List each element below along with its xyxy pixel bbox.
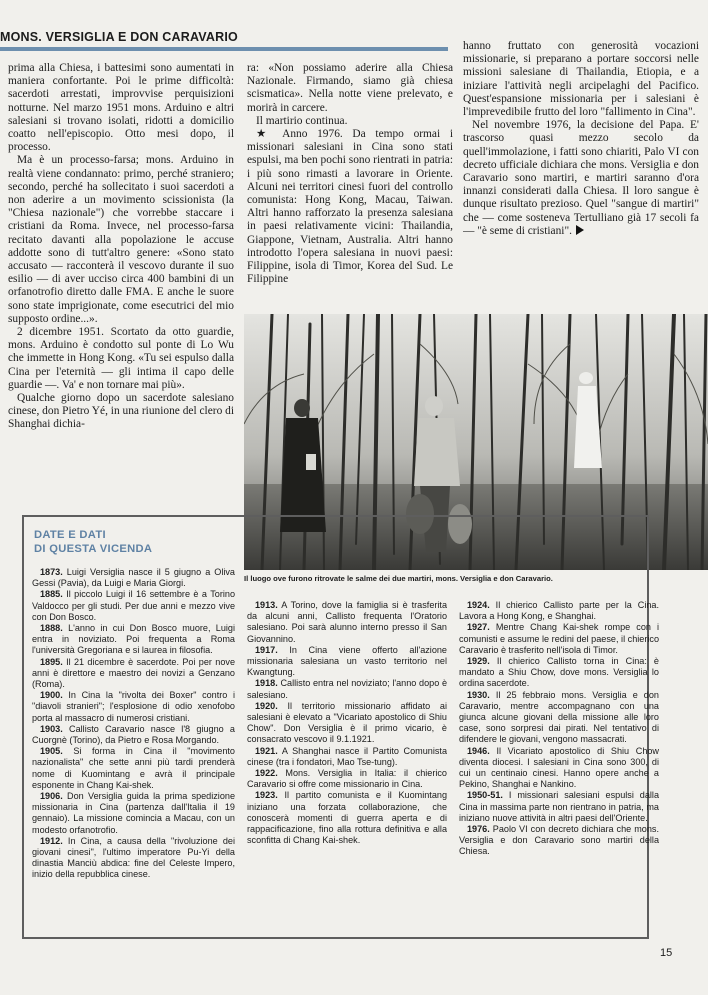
timeline-year: 1885. [40, 589, 63, 600]
timeline-text: Si forma in Cina il "movimento nazionalista" che sette anni più tardi prenderà nome di Kuomintang e avrà il principale esponente in Chang Kai-shek. [32, 746, 235, 790]
timeline-text: In Cina, a causa della "rivoluzione dei giovani cinesi", l'ultimo imperatore Pu-Yi della dinastia Manciù abdica: fine del Celeste Impero, inizio della repubblica cinese. [32, 835, 235, 880]
timeline-text: Il 21 dicembre è sacerdote. Poi per nove anni è direttore e maestro dei novizi a Genzano (Roma). [32, 656, 235, 690]
article-paragraph: Il martirio continua. [256, 114, 348, 127]
timeline-entry [32, 657, 235, 691]
timeline-entry [459, 746, 659, 791]
timeline-text: Mentre Chang Kai-shek rompe con i comunisti e assume le redini del paese, il chierico Caravario è trasferito nell'isola di Timor. [459, 622, 659, 655]
timeline-year: 1921. [255, 745, 278, 756]
timeline-year: 1946. [467, 745, 490, 756]
timeline-year: 1918. [255, 678, 278, 689]
timeline-entry [32, 589, 235, 623]
timeline-year: 1906. [40, 791, 63, 802]
timeline-entry [247, 746, 447, 768]
article-column-1 [8, 62, 234, 502]
article-paragraph: Ma è un processo-farsa; mons. Arduino in realtà viene condannato: primo, perché straniero; secondo, perché ha sollecitato i suoi sacerdoti a non aderire a un movimento scissionista (la "Chiesa nazionale") che vorrebbe staccare i cristiani da Roma. Invece, nel processo-farsa recitato davanti alla popolazione le accuse addotte sono di tutt'altro genere: «Sono stato accusato — racconterà il vescovo durante il suo esilio — di aver ucciso circa 400 bambini di un orfanotrofio diretto dalle FMA. E anche le suore sono state imprigionate, come esecutrici del mio supposto ordine...». [8, 154, 234, 325]
timeline-entry [32, 746, 235, 791]
timeline-entry [247, 790, 447, 846]
timeline-text: A Shanghai nasce il Partito Comunista cinese (tra i fondatori, Mao Tse-tung). [247, 745, 447, 767]
timeline-year: 1903. [40, 723, 63, 734]
timeline-entry [32, 836, 235, 881]
timeline-text: Il 25 febbraio mons. Versiglia e don Caravario, mentre accompagnano con una giunca alcune giovani della missione alle loro case, sono sorpresi dai pirati. Nel tentativo di difendere le giovani, vengono massacrati. [459, 689, 659, 745]
article-paragraph-text: Nel novembre 1976, la decisione del Papa. E' trascorso quasi mezzo secolo da quell'immolazione, i fatti sono chiariti, Palo VI con decreto ufficiale dichiara che mons. Versiglia e don Caravario sono martiri, e martiri saranno d'ora innanzi considerati dalla Chiesa. Il loro sangue è dunque risultato prezioso. Quel "sangue di martiri" che — come sosteneva Tertulliano già 17 secoli fa — "è seme di cristiani". [463, 119, 699, 237]
timeline-entry [247, 600, 447, 645]
timeline-entry [32, 724, 235, 746]
timeline-entry [459, 690, 659, 746]
timeline-entry [32, 623, 235, 657]
timeline-year: 1895. [40, 656, 63, 667]
timeline-year: 1927. [467, 622, 490, 633]
timeline-text: In Cina la "rivolta dei Boxer" contro i "diavoli stranieri"; l'esplosione di odio xenofobo porta al massacro di numerosi cristiani. [32, 690, 235, 723]
timeline-text: Callisto Caravario nasce l'8 giugno a Cuorgnè (Torino), da Pietro e Rosa Morgando. [32, 723, 235, 746]
timeline-text: Il chierico Callisto torna in Cina: è mandato a Shiu Chow, dove mons. Versiglia lo ordina sacerdote. [459, 656, 659, 689]
timeline-text: In Cina viene offerto all'azione missionaria salesiana un vasto territorio nel Kwangtung. [247, 644, 447, 678]
timeline-heading-line: DATE E DATI [34, 529, 106, 541]
timeline-entry [459, 656, 659, 690]
timeline-year: 1888. [40, 623, 63, 634]
article-column-2 [247, 62, 453, 310]
timeline-year: 1923. [255, 790, 278, 801]
page-number: 15 [660, 947, 673, 959]
timeline-year: 1920. [255, 700, 278, 711]
timeline-text: I missionari salesiani espulsi dalla Cina in massima parte non rientrano in patria, ma iniziano nuove attività in altri paesi dell'Oriente. [459, 790, 659, 823]
timeline-text: Don Versiglia guida la prima spedizione missionaria in Cina (partenza dall'Italia il 19 gennaio). La missione comincia a Macau, con un modesto orfanotrofio. [32, 791, 235, 835]
timeline-text: Mons. Versiglia in Italia: il chierico Caravario si offre come missionario in Cina. [247, 768, 447, 790]
timeline-heading [34, 528, 234, 556]
timeline-text: Il piccolo Luigi il 16 settembre è a Torino Valdocco per gli studi. Per due anni e mezzo vive con Don Bosco. [32, 589, 235, 622]
timeline-entry [247, 645, 447, 679]
timeline-year: 1913. [255, 600, 278, 610]
timeline-entry [32, 791, 235, 836]
timeline-year: 1930. [467, 689, 490, 700]
timeline-entry [459, 824, 659, 858]
timeline-text: Il chierico Callisto parte per la Cina. Lavora a Hong Kong, e Shanghai. [459, 600, 659, 622]
running-title: MONS. VERSIGLIA E DON CARAVARIO [0, 30, 238, 44]
timeline-text: Paolo VI con decreto dichiara che mons. Versiglia e don Caravario sono martiri della Chiesa. [459, 824, 659, 857]
timeline-year: 1912. [40, 835, 63, 846]
article-paragraph: prima alla Chiesa, i battesimi sono aumentati in maniera confortante. Poi le prime difficoltà: sacerdoti arrestati, improvvise perquisizioni notturne. Nel marzo 1951 mons. Arduino e altri salesiani si trovano isolati, ridotti a domicilio coatto nell'episcopio. Otto mesi dopo, il processo. [8, 62, 234, 154]
continue-arrow-icon [576, 225, 584, 235]
photo-caption: Il luogo ove furono ritrovate le salme dei due martiri, mons. Versiglia e don Caravario. [244, 574, 553, 583]
timeline-column-3 [459, 600, 659, 927]
timeline-entry [32, 690, 235, 724]
article-paragraph [463, 119, 699, 238]
timeline-year: 1900. [40, 690, 63, 701]
article-paragraph: ★ Anno 1976. Da tempo ormai i missionari salesiani in Cina sono stati espulsi, ma ben pochi sono rientrati in patria: i più sono rimasti a lavorare in Oriente. Alcuni nei territori cinesi fuori del controllo comunista: Hong Kong, Macau, Taiwan. Altri hanno rafforzato la presenza salesiana in paesi relativamente vicini: Thailandia, Giappone, Vietnam, Australia. Altri hanno introdotto l'opera salesiana in nuovi paesi: Filippine, isola di Timor, Korea del Sud. Le Filippine [247, 128, 453, 286]
timeline-column-2 [247, 600, 447, 927]
timeline-year: 1929. [467, 656, 490, 667]
article-paragraph: ra: «Non possiamo aderire alla Chiesa Nazionale. Firmando, siamo già chiesa scismatica». Nella notte viene prelevato, e morirà in carcere. [247, 62, 453, 114]
timeline-year: 1873. [40, 567, 63, 577]
timeline-entry [459, 790, 659, 824]
timeline-year: 1905. [40, 746, 63, 757]
timeline-text: Il partito comunista e il Kuomintang iniziano una forzata collaborazione, che conoscerà momenti di guerra aperta e di rappacificazione, fino alla rottura definitiva e alla sconfitta di Chang Kai-shek. [247, 790, 447, 846]
timeline-year: 1917. [255, 644, 278, 655]
timeline-text: Il territorio missionario affidato ai salesiani è elevato a "Vicariato apostolico di Shiu Chow". Don Versiglia è il primo vicario, è consacrato vescovo il 9.1.1921. [247, 700, 447, 745]
article-column-3 [463, 40, 699, 302]
timeline-text: L'anno in cui Don Bosco muore, Luigi entra in noviziato. Poi frequenta a Roma l'università Gregoriana e si laurea in filosofia. [32, 623, 235, 656]
timeline-year: 1922. [255, 768, 278, 779]
timeline-column-1 [32, 567, 235, 927]
timeline-entry [32, 567, 235, 589]
timeline-year: 1976. [467, 824, 490, 835]
timeline-text: Luigi Versiglia nasce il 5 giugno a Oliva Gessi (Pavia), da Luigi e Maria Giorgi. [32, 567, 235, 589]
timeline-entry [459, 600, 659, 622]
timeline-heading-line: DI QUESTA VICENDA [34, 543, 153, 555]
article-paragraph: Qualche giorno dopo un sacerdote salesiano cinese, don Pietro Yé, in una riunione del clero di Shanghai dichia- [8, 392, 234, 431]
timeline-entry [459, 622, 659, 656]
timeline-year: 1950-51. [467, 790, 503, 801]
article-paragraph: hanno fruttato con generosità vocazioni missionarie, si preparano a portare soccorsi nelle missioni salesiane di Thailandia, Etiopia, e a iniziare l'attività negli arcipelaghi del Pacifico. Quest'espansione missionaria per i salesiani è l'imprevedibile frutto del loro "fallimento in Cina". [463, 40, 699, 119]
timeline-year: 1924. [467, 600, 490, 610]
timeline-text: Callisto entra nel noviziato; l'anno dopo è salesiano. [247, 678, 447, 700]
timeline-text: A Torino, dove la famiglia si è trasferita da alcuni anni, Callisto frequenta l'Oratorio salesiano. Poi sarà alunno interno presso il San Giovannino. [247, 600, 447, 644]
timeline-entry [247, 768, 447, 790]
timeline-text: Il Vicariato apostolico di Shiu Chow diventa diocesi. I salesiani in Cina sono 300, di cui un centinaio cinesi. Hanno opere anche a Pekino, Shanghai e Nankino. [459, 745, 659, 790]
timeline-entry [247, 701, 447, 746]
timeline-entry [247, 678, 447, 700]
header-rule [0, 47, 448, 51]
article-paragraph: 2 dicembre 1951. Scortato da otto guardie, mons. Arduino è condotto sul ponte di Lo Wu che immette in Hong Kong. «Tu sei espulso dalla Cina per l'eternità — gli intima il capo delle guardie —. Va' e non tornare mai più». [8, 326, 234, 391]
